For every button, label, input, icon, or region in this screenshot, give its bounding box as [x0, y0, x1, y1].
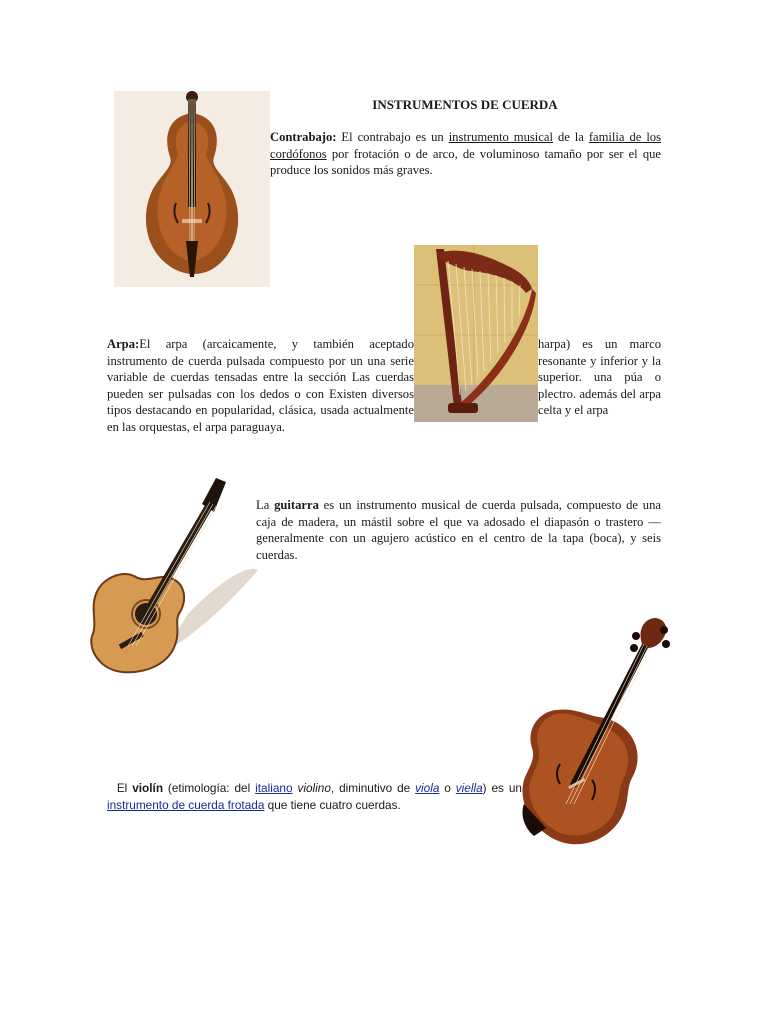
page-title: INSTRUMENTOS DE CUERDA: [372, 97, 558, 112]
italiano-link[interactable]: italiano: [255, 781, 293, 795]
contrabajo-paragraph: Contrabajo: El contrabajo es un instrumento musical de la familia de los cordófonos por frotación o de arco, de voluminoso tamaño por ser el que produce los sonidos más graves.: [270, 130, 662, 178]
guitarra-paragraph: La guitarra es un instrumento musical de cuerda pulsada, compuesto de una caja de madera, un mástil sobre el que va adosado el diapasón o trastero —generalmente con un agujero acústico en el centro de la tapa (boca), y seis cuerdas.: [256, 498, 661, 562]
viola-link[interactable]: viola: [415, 781, 440, 795]
instrumento-musical-link[interactable]: instrumento musical: [448, 130, 553, 144]
cuerda-frotada-link[interactable]: instrumento de cuerda frotada: [107, 797, 265, 812]
violin-image: [516, 614, 670, 854]
double-bass-image: [114, 91, 270, 287]
guitarra-term: guitarra: [274, 498, 319, 512]
guitar-image: [88, 474, 260, 682]
arpa-paragraph-right: harpa) es un marco resonante y inferior y la superior. una púa o plectro. además del arpa celta y el arpa: [538, 337, 661, 418]
arpa-term: Arpa:: [107, 337, 140, 351]
arpa-paragraph-left: Arpa:El arpa (arcaicamente, y también aceptado instrumento de cuerda pulsada compuesto por un una serie variable de cuerdas tensadas entre la sección Las cuerdas pueden ser pulsadas con los dedos o con Existen diversos tipos destacando en popularidad, clásica, usada actualmente en las orquestas, el arpa paraguaya.: [107, 337, 414, 434]
cordofonos-link[interactable]: familia de los cordófonos: [270, 130, 662, 161]
contrabajo-term: Contrabajo:: [270, 130, 337, 144]
violin-paragraph: El violín (etimología: del italiano violino, diminutivo de viola o viella) es un instrumento de cuerda frotada que tiene cuatro cuerdas.: [107, 781, 522, 812]
viella-link[interactable]: viella: [455, 781, 483, 795]
violin-term: violín: [132, 781, 164, 795]
harp-image: [414, 245, 538, 422]
